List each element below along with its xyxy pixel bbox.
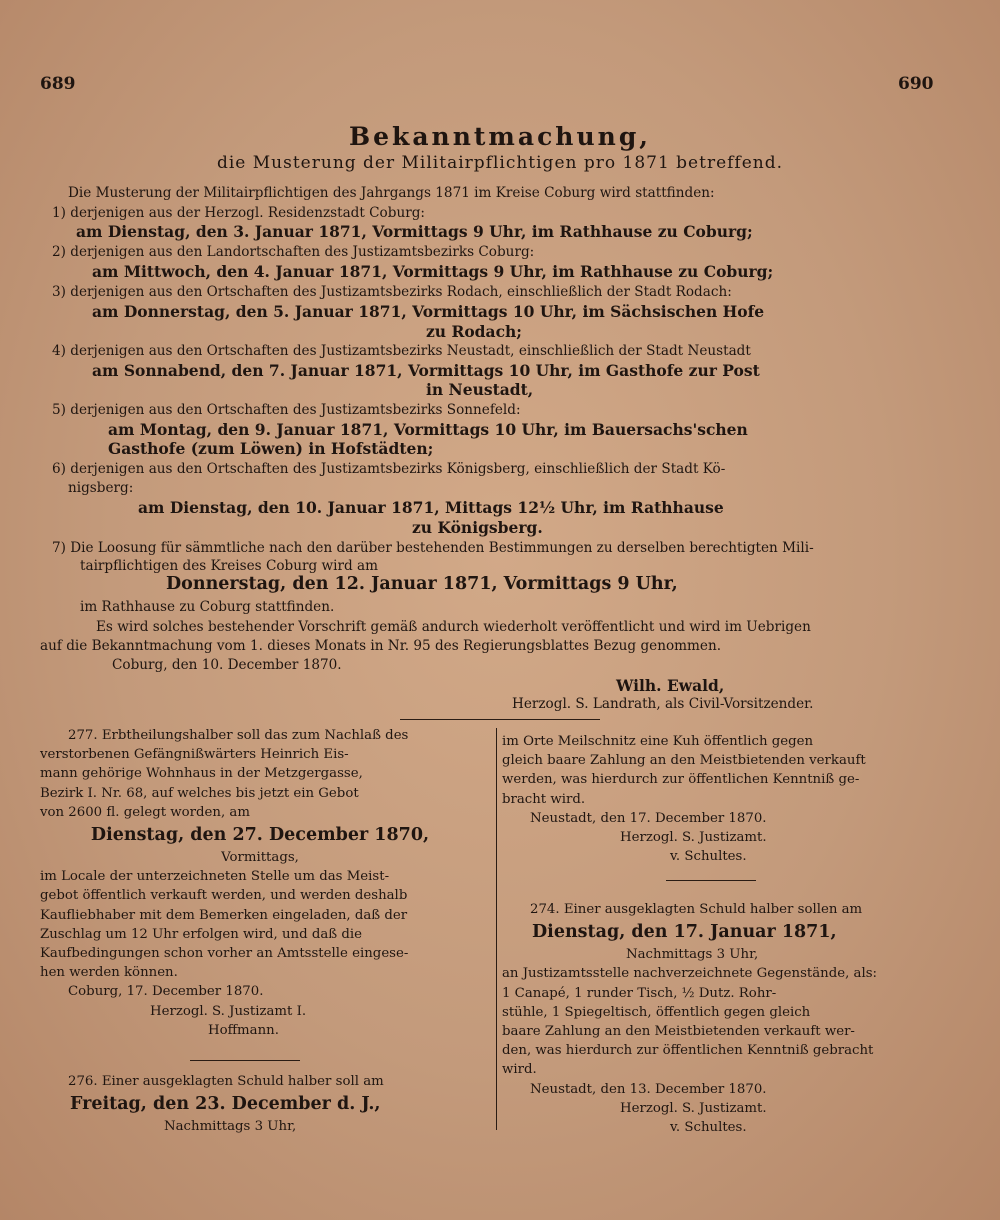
column-rule [496, 728, 497, 1130]
page-number-right: 690 [898, 74, 934, 94]
notice-277-body: Kaufbedingungen schon vorher an Amtsstelle eingese- [40, 946, 409, 962]
item-7-date: Donnerstag, den 12. Januar 1871, Vormittags 9 Uhr, [166, 574, 678, 594]
notice-274-body: 1 Canapé, 1 runder Tisch, ½ Dutz. Rohr- [502, 985, 777, 1001]
notice-277-line: 277. Erbtheilungshalber soll das zum Nachlaß des [68, 728, 409, 743]
item-6-text: 6) derjenigen aus den Ortschaften des Justizamtsbezirks Königsberg, einschließlich der Stadt Kö- [52, 461, 726, 477]
item-7-place: im Rathhause zu Coburg stattfinden. [80, 599, 335, 615]
item-1-date: am Dienstag, den 3. Januar 1871, Vormittags 9 Uhr, im Rathhause zu Coburg; [76, 222, 753, 241]
notice-paragraph-1: Es wird solches bestehender Vorschrift gemäß andurch wiederholt veröffentlicht und wird im Uebrigen [96, 619, 811, 635]
right-divider [666, 880, 756, 881]
notice-title: Bekanntmachung, [348, 122, 652, 151]
item-3-place: zu Rodach; [426, 322, 522, 341]
notice-intro: Die Musterung der Militairpflichtigen des Jahrgangs 1871 im Kreise Coburg wird stattfinden: [68, 185, 715, 201]
notice-277-name: Hoffmann. [208, 1022, 279, 1038]
notice-274-place: Neustadt, den 13. December 1870. [530, 1081, 767, 1097]
left-column-lower [40, 1072, 480, 1136]
item-4-date: am Sonnabend, den 7. Januar 1871, Vormittags 10 Uhr, im Gasthofe zur Post [92, 361, 760, 380]
notice-cont-line: bracht wird. [502, 791, 586, 807]
item-5-text: 5) derjenigen aus den Ortschaften des Justizamtsbezirks Sonnefeld: [52, 402, 521, 418]
notice-274-line: 274. Einer ausgeklagten Schuld halber sollen am [530, 902, 863, 917]
notice-274-time: Nachmittags 3 Uhr, [626, 947, 759, 963]
notice-277-body: Zuschlag um 12 Uhr erfolgen wird, und daß die [40, 926, 363, 942]
notice-274-body: den, was hierdurch zur öffentlichen Kenntniß gebracht [502, 1043, 874, 1059]
section-divider [400, 719, 600, 720]
item-5-date: am Montag, den 9. Januar 1871, Vormittags 10 Uhr, im Bauersachs'schen [108, 420, 748, 439]
page-number-left: 689 [40, 74, 76, 94]
notice-277-place: Coburg, 17. December 1870. [68, 984, 264, 1000]
notice-signer-title: Herzogl. S. Landrath, als Civil-Vorsitzender. [512, 696, 814, 712]
item-4-place: in Neustadt, [426, 380, 534, 399]
notice-274-date: Dienstag, den 17. Januar 1871, [532, 922, 837, 943]
notice-274-body: an Justizamtsstelle nachverzeichnete Gegenstände, als: [502, 966, 878, 982]
notice-277-body: im Locale der unterzeichneten Stelle um das Meist- [40, 869, 390, 885]
notice-cont-line: im Orte Meilschnitz eine Kuh öffentlich gegen [502, 734, 814, 749]
notice-277-body: gebot öffentlich verkauft werden, und werden deshalb [40, 888, 408, 904]
notice-277-body: hen werden können. [40, 965, 178, 981]
notice-subtitle: die Musterung der Militairpflichtigen pro 1871 betreffend. [216, 153, 784, 173]
notice-274-body: stühle, 1 Spiegeltisch, öffentlich gegen gleich [502, 1004, 811, 1020]
notice-277-line: Bezirk I. Nr. 68, auf welches bis jetzt ein Gebot [40, 785, 359, 801]
notice-277-line: verstorbenen Gefängnißwärters Heinrich Eis- [40, 747, 349, 763]
notice-cont-place: Neustadt, den 17. December 1870. [530, 810, 767, 826]
item-6-place: zu Königsberg. [412, 518, 543, 537]
item-6-text-cont: nigsberg: [68, 480, 134, 496]
notice-paragraph-2: auf die Bekanntmachung vom 1. dieses Monats in Nr. 95 des Regierungsblattes Bezug genommen. [40, 638, 722, 654]
notice-signer: Wilh. Ewald, [616, 676, 725, 695]
notice-cont-name: v. Schultes. [670, 849, 747, 865]
notice-date: Coburg, den 10. December 1870. [112, 657, 342, 673]
item-5-place: Gasthofe (zum Löwen) in Hofstädten; [108, 439, 434, 458]
item-4-text: 4) derjenigen aus den Ortschaften des Justizamtsbezirks Neustadt, einschließlich der Stadt Neustadt [52, 343, 751, 359]
notice-274-body: wird. [502, 1062, 537, 1078]
notice-cont-authority: Herzogl. S. Justizamt. [620, 830, 767, 846]
notice-277-line: mann gehörige Wohnhaus in der Metzgergasse, [40, 766, 363, 782]
notice-274-authority: Herzogl. S. Justizamt. [620, 1100, 767, 1116]
item-2-text: 2) derjenigen aus den Landortschaften des Justizamtsbezirks Coburg: [52, 244, 535, 260]
item-3-text: 3) derjenigen aus den Ortschaften des Justizamtsbezirks Rodach, einschließlich der Stadt Rodach: [52, 284, 732, 300]
right-column-lower [502, 900, 962, 1137]
notice-274-body: baare Zahlung an den Meistbietenden verkauft wer- [502, 1024, 855, 1040]
item-7-text: 7) Die Loosung für sämmtliche nach den darüber bestehenden Bestimmungen zu derselben berechtigten Mili- [52, 540, 814, 556]
notice-276-time: Nachmittags 3 Uhr, [164, 1119, 297, 1135]
item-7-text-cont: tairpflichtigen des Kreises Coburg wird am [80, 558, 379, 574]
notice-277-date: Dienstag, den 27. December 1870, [90, 825, 430, 846]
left-divider [190, 1060, 300, 1061]
item-6-date: am Dienstag, den 10. Januar 1871, Mittags 12½ Uhr, im Rathhause [138, 498, 724, 517]
notice-cont-line: gleich baare Zahlung an den Meistbietenden verkauft [502, 753, 866, 769]
item-2-date: am Mittwoch, den 4. Januar 1871, Vormittags 9 Uhr, im Rathhause zu Coburg; [92, 262, 774, 281]
notice-277-time: Vormittags, [221, 850, 299, 866]
left-column [40, 726, 480, 1040]
notice-277-line: von 2600 fl. gelegt worden, am [40, 804, 250, 820]
notice-277-body: Kaufliebhaber mit dem Bemerken eingeladen, daß der [40, 907, 408, 923]
notice-274-name: v. Schultes. [670, 1120, 747, 1136]
item-1-text: 1) derjenigen aus der Herzogl. Residenzstadt Coburg: [52, 205, 425, 221]
notice-276-date: Freitag, den 23. December d. J., [70, 1094, 381, 1115]
right-column [502, 732, 962, 866]
notice-cont-line: werden, was hierdurch zur öffentlichen Kenntniß ge- [502, 772, 860, 788]
notice-276-line: 276. Einer ausgeklagten Schuld halber soll am [68, 1074, 384, 1089]
notice-277-authority: Herzogl. S. Justizamt I. [150, 1003, 307, 1019]
item-3-date: am Donnerstag, den 5. Januar 1871, Vormittags 10 Uhr, im Sächsischen Hofe [92, 302, 765, 321]
